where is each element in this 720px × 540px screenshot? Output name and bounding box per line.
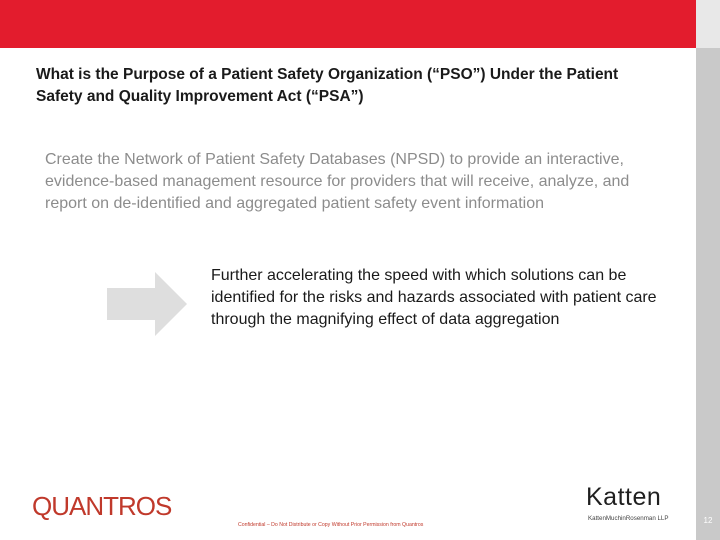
quantros-logo: [32, 488, 172, 522]
right-arrow-icon: [107, 272, 187, 336]
side-bar-top: [696, 0, 720, 48]
sub-point-text: Further accelerating the speed with which solutions can be identified for the risks and hazards associated with patient care through the magnifying effect of data aggregation: [211, 267, 657, 328]
page-number: 12: [703, 516, 713, 525]
svg-text:QUANTROS: QUANTROS: [32, 491, 172, 521]
confidential-note: Confidential – Do Not Distribute or Copy Without Prior Permission from Quantros: [238, 522, 424, 528]
body-text: Create the Network of Patient Safety Databases (NPSD) to provide an interactive, evidence-based management resource for providers that will receive, analyze, and report on de-identified and aggregated patient safety event information: [45, 151, 630, 212]
slide-title: What is the Purpose of a Patient Safety Organization (“PSO”) Under the Patient Safety and Quality Improvement Act (“PSA”): [36, 66, 619, 105]
katten-logo-subtext: KattenMuchinRosenman LLP: [588, 515, 669, 522]
side-bar: [696, 0, 720, 540]
header-bar: [0, 0, 696, 48]
katten-logo: Katten: [586, 483, 662, 511]
